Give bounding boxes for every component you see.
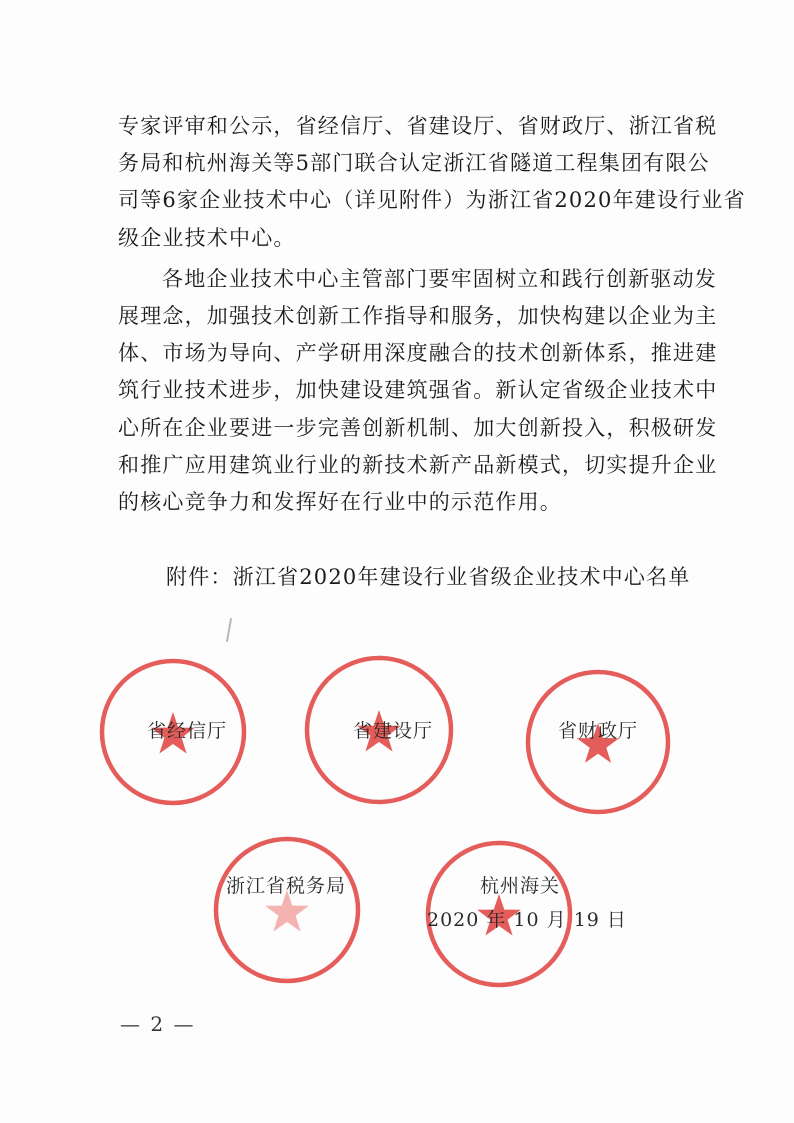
paragraph-line: 务局和杭州海关等5部门联合认定浙江省隧道工程集团有限公 — [118, 151, 710, 176]
paragraph-line: 和推广应用建筑业行业的新技术新产品新模式，切实提升企业 — [118, 452, 718, 477]
signatory-label: 省经信厅 — [147, 720, 228, 742]
signatory-label: 浙江省税务局 — [226, 875, 347, 897]
paragraph-line: 级企业技术中心。 — [118, 225, 296, 250]
paragraph-line: 司等6家企业技术中心（详见附件）为浙江省2020年建设行业省 — [118, 188, 746, 213]
signatory-label: 省建设厅 — [353, 720, 434, 742]
seal-shuiwu — [211, 834, 363, 986]
issue-date: 2020 年 10 月 19 日 — [427, 909, 627, 931]
paragraph-line: 专家评审和公示，省经信厅、省建设厅、省财政厅、浙江省税 — [118, 114, 718, 138]
paragraph-line: 各地企业技术中心主管部门要牢固树立和践行创新驱动发 — [162, 266, 717, 291]
paragraph-line: 体、市场为导向、产学研用深度融合的技术创新体系，推进建 — [118, 341, 718, 366]
official-seal-icon — [211, 834, 363, 986]
attachment-note: 附件：浙江省2020年建设行业省级企业技术中心名单 — [166, 565, 691, 589]
document-body — [118, 108, 746, 521]
pen-mark — [226, 618, 232, 642]
paragraph-line: 筑行业技术进步，加快建设建筑强省。新认定省级企业技术中 — [118, 378, 718, 403]
signatory-label: 省财政厅 — [558, 720, 639, 742]
paragraph-line: 的核心竞争力和发挥好在行业中的示范作用。 — [118, 490, 562, 515]
page-number: — 2 — — [120, 1012, 196, 1036]
paragraph-line: 心所在企业要进一步完善创新机制、加大创新投入，积极研发 — [118, 415, 718, 440]
signatory-label: 杭州海关 — [480, 875, 561, 897]
paragraph-line: 展理念，加强技术创新工作指导和服务，加快构建以企业为主 — [118, 304, 718, 329]
